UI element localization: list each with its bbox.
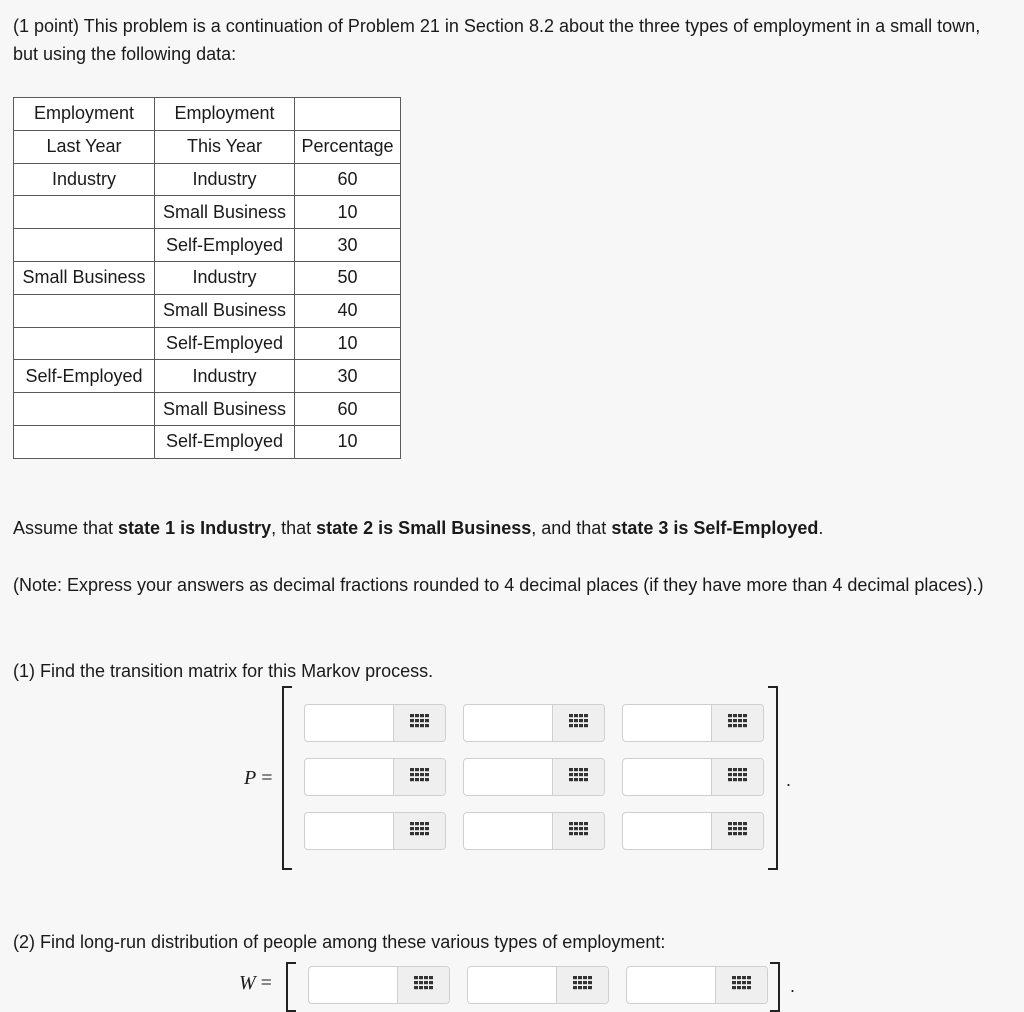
keypad-button[interactable] — [393, 705, 445, 741]
keypad-button[interactable] — [711, 759, 763, 795]
table-row — [14, 393, 401, 426]
table-cell: 60 — [295, 393, 401, 426]
table-cell: Percentage — [295, 130, 401, 163]
keypad-button[interactable] — [552, 759, 604, 795]
vector-w-symbol: W — [239, 972, 256, 994]
table-cell — [14, 294, 155, 327]
matrix-p-cell-r2-c3 — [622, 758, 764, 796]
states-text-part: Assume that — [13, 518, 119, 538]
table-cell — [295, 98, 401, 131]
table-cell: 40 — [295, 294, 401, 327]
table-row — [14, 261, 401, 294]
keypad-button[interactable] — [711, 813, 763, 849]
table-cell: Self-Employed — [155, 425, 295, 458]
table-cell: Self-Employed — [14, 360, 155, 393]
table-row — [14, 196, 401, 229]
matrix-p-cell-r1-c1-input[interactable] — [305, 705, 393, 741]
employment-table — [13, 97, 401, 459]
table-cell: 10 — [295, 425, 401, 458]
table-row — [14, 425, 401, 458]
keypad-icon — [728, 768, 748, 787]
keypad-button[interactable] — [393, 813, 445, 849]
state-3-label: state 3 is Self-Employed — [611, 518, 819, 538]
table-cell: 30 — [295, 360, 401, 393]
matrix-p-cell-r2-c2 — [463, 758, 605, 796]
table-cell: Industry — [155, 360, 295, 393]
matrix-p-cell-r1-c2-input[interactable] — [464, 705, 552, 741]
vector-w-cell-3 — [626, 966, 768, 1004]
table-cell — [14, 393, 155, 426]
matrix-p-cell-r3-c2-input[interactable] — [464, 813, 552, 849]
keypad-icon — [732, 976, 752, 995]
keypad-button[interactable] — [711, 705, 763, 741]
table-cell: Small Business — [155, 393, 295, 426]
table-row — [14, 327, 401, 360]
table-row — [14, 360, 401, 393]
matrix-p-cell-r1-c2 — [463, 704, 605, 742]
table-cell: Last Year — [14, 130, 155, 163]
states-text — [13, 514, 823, 542]
table-cell — [14, 196, 155, 229]
vector-w-label — [239, 972, 272, 995]
question-2-text: (2) Find long-run distribution of people among these various types of employment: — [13, 932, 666, 952]
states-text-part: , and that — [531, 518, 612, 538]
keypad-icon — [573, 976, 593, 995]
table-cell: Small Business — [155, 196, 295, 229]
table-row — [14, 294, 401, 327]
vector-w-cell-3-input[interactable] — [627, 967, 715, 1003]
keypad-icon — [569, 768, 589, 787]
keypad-button[interactable] — [715, 967, 767, 1003]
table-cell: 10 — [295, 327, 401, 360]
matrix-p-symbol: P — [244, 767, 257, 789]
keypad-icon — [569, 822, 589, 841]
vector-w-left-bracket — [286, 962, 296, 1012]
keypad-icon — [410, 822, 430, 841]
keypad-icon — [410, 714, 430, 733]
table-cell: Self-Employed — [155, 327, 295, 360]
matrix-p-cell-r3-c3-input[interactable] — [623, 813, 711, 849]
table-header-row — [14, 130, 401, 163]
matrix-p-label — [244, 767, 273, 790]
matrix-p-right-bracket — [768, 686, 778, 870]
table-row — [14, 163, 401, 196]
matrix-p-cell-r2-c1-input[interactable] — [305, 759, 393, 795]
vector-w-cell-1-input[interactable] — [309, 967, 397, 1003]
matrix-p-period: . — [786, 770, 792, 790]
matrix-p-cell-r3-c2 — [463, 812, 605, 850]
table-cell: 50 — [295, 261, 401, 294]
matrix-p-cell-r2-c2-input[interactable] — [464, 759, 552, 795]
table-cell: Industry — [155, 261, 295, 294]
table-header-row — [14, 98, 401, 131]
matrix-p-left-bracket — [282, 686, 292, 870]
vector-w-cell-2 — [467, 966, 609, 1004]
intro-text: (1 point) This problem is a continuation of Problem 21 in Section 8.2 about the three types of employment in a small town, but using the following data: — [13, 16, 981, 64]
question-1-text: (1) Find the transition matrix for this Markov process. — [13, 661, 434, 681]
table-cell: Employment — [155, 98, 295, 131]
matrix-p-cell-r1-c3-input[interactable] — [623, 705, 711, 741]
matrix-p-cell-r2-c3-input[interactable] — [623, 759, 711, 795]
matrix-p-cell-r2-c1 — [304, 758, 446, 796]
keypad-icon — [569, 714, 589, 733]
vector-w-period: . — [790, 976, 796, 996]
table-cell: Industry — [14, 163, 155, 196]
keypad-icon — [728, 714, 748, 733]
keypad-icon — [414, 976, 434, 995]
state-1-label: state 1 is Industry — [118, 518, 272, 538]
vector-w-cell-2-input[interactable] — [468, 967, 556, 1003]
table-cell: This Year — [155, 130, 295, 163]
keypad-icon — [728, 822, 748, 841]
table-cell: 30 — [295, 229, 401, 262]
states-text-part: . — [818, 518, 824, 538]
keypad-button[interactable] — [556, 967, 608, 1003]
table-cell: Industry — [155, 163, 295, 196]
keypad-button[interactable] — [393, 759, 445, 795]
states-text-part: , that — [271, 518, 317, 538]
table-cell — [14, 425, 155, 458]
matrix-p-cell-r1-c1 — [304, 704, 446, 742]
vector-w-right-bracket — [770, 962, 780, 1012]
table-cell: Employment — [14, 98, 155, 131]
table-cell: 10 — [295, 196, 401, 229]
keypad-button[interactable] — [552, 813, 604, 849]
matrix-p-cell-r3-c3 — [622, 812, 764, 850]
table-cell: 60 — [295, 163, 401, 196]
matrix-p-equals: = — [261, 767, 273, 789]
vector-w-cell-1 — [308, 966, 450, 1004]
table-cell — [14, 327, 155, 360]
table-cell — [14, 229, 155, 262]
matrix-p-cell-r1-c3 — [622, 704, 764, 742]
state-2-label: state 2 is Small Business — [316, 518, 532, 538]
note-text: (Note: Express your answers as decimal fractions rounded to 4 decimal places (if they have more than 4 decimal places).) — [13, 575, 984, 595]
table-cell: Small Business — [155, 294, 295, 327]
vector-w-equals: = — [260, 972, 272, 994]
table-row — [14, 229, 401, 262]
table-cell: Small Business — [14, 261, 155, 294]
table-cell: Self-Employed — [155, 229, 295, 262]
matrix-p-cell-r3-c1-input[interactable] — [305, 813, 393, 849]
keypad-button[interactable] — [397, 967, 449, 1003]
keypad-button[interactable] — [552, 705, 604, 741]
keypad-icon — [410, 768, 430, 787]
matrix-p-cell-r3-c1 — [304, 812, 446, 850]
